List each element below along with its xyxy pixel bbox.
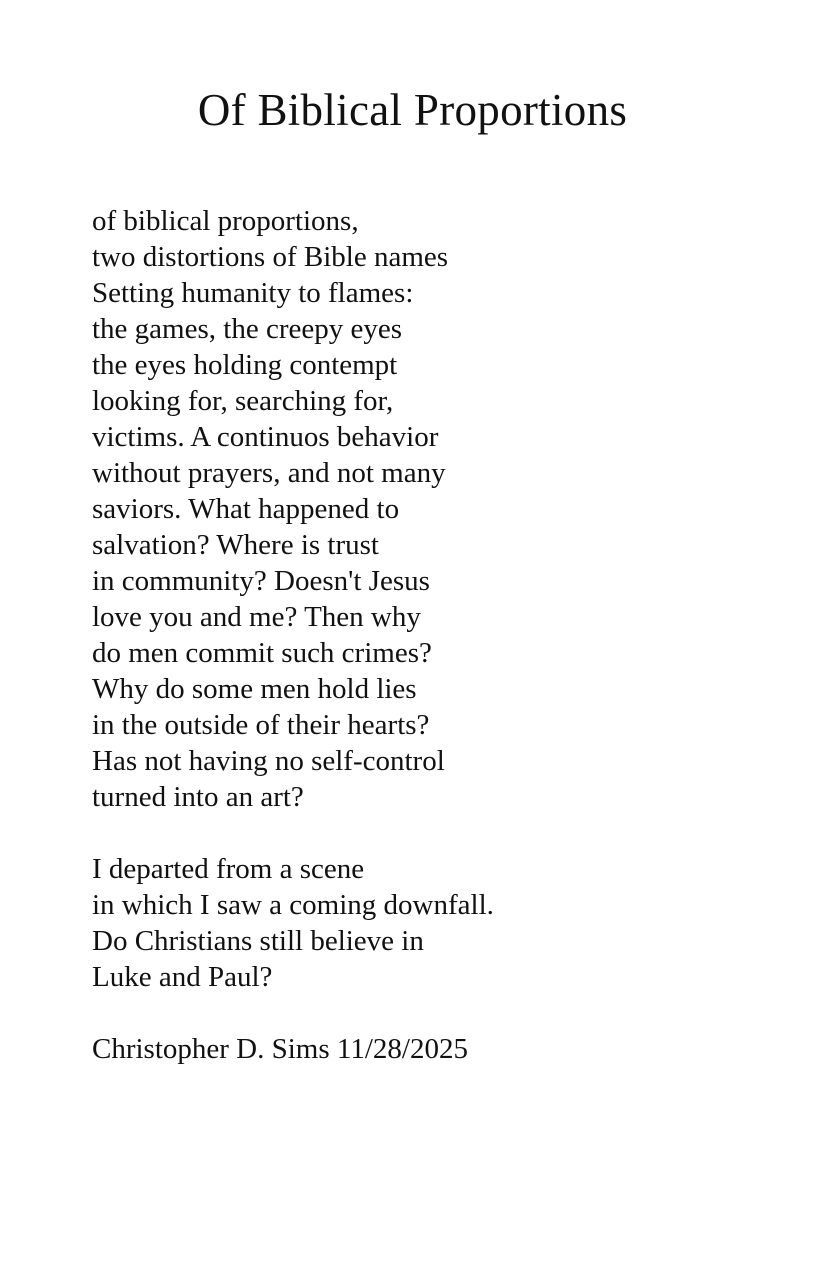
stanza-2 <box>92 851 792 995</box>
poem-line: in the outside of their hearts? <box>92 709 430 741</box>
poem-line: do men commit such crimes? <box>92 637 432 669</box>
poem-line: in which I saw a coming downfall. <box>92 889 494 921</box>
poem-line: in community? Doesn't Jesus <box>92 565 430 597</box>
poem-line: salvation? Where is trust <box>92 529 379 561</box>
poem-line: Has not having no self-control <box>92 745 445 777</box>
poem-line: without prayers, and not many <box>92 457 446 489</box>
poem-line: the eyes holding contempt <box>92 349 398 381</box>
poem-line: the games, the creepy eyes <box>92 313 402 345</box>
poem-line: two distortions of Bible names <box>92 241 449 273</box>
poem-line: saviors. What happened to <box>92 493 400 525</box>
stanza-1 <box>92 203 792 815</box>
poem-line: looking for, searching for, <box>92 385 394 417</box>
poem-line: Luke and Paul? <box>92 961 273 993</box>
author-signature: Christopher D. Sims 11/28/2025 <box>92 1033 468 1065</box>
poem-line: love you and me? Then why <box>92 601 421 633</box>
poem-line: victims. A continuos behavior <box>92 421 439 453</box>
poem-body <box>92 203 792 1067</box>
poem-line: turned into an art? <box>92 781 304 813</box>
poem-title: Of Biblical Proportions <box>197 85 628 135</box>
poem-line: Do Christians still believe in <box>92 925 424 957</box>
poem-line: Setting humanity to flames: <box>92 277 414 309</box>
poem-line: I departed from a scene <box>92 853 365 885</box>
poem-line: Why do some men hold lies <box>92 673 417 705</box>
poem-line: of biblical proportions, <box>92 205 359 237</box>
